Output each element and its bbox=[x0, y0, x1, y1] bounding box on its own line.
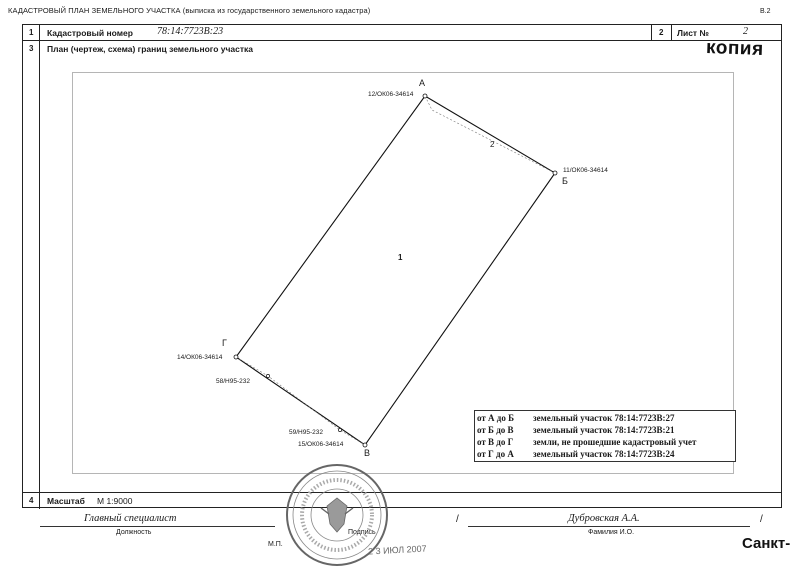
cadastral-number-label: Кадастровый номер bbox=[47, 28, 133, 38]
legend-key: от В до Г bbox=[477, 437, 514, 447]
legend-row bbox=[477, 437, 696, 447]
row-number: 3 bbox=[29, 44, 34, 53]
seal-place-label: М.П. bbox=[268, 541, 283, 548]
plan-label: План (чертеж, схема) границ земельного участка bbox=[47, 44, 254, 54]
legend-key: от А до Б bbox=[477, 413, 515, 423]
city-stamp-text: Санкт- bbox=[742, 535, 791, 552]
name-caption: Фамилия И.О. bbox=[588, 529, 635, 536]
point-marker bbox=[266, 374, 269, 377]
segment-label: 2 bbox=[490, 140, 495, 149]
row-number: 1 bbox=[29, 28, 34, 37]
sheet-row-number: 2 bbox=[659, 28, 664, 37]
point-label: 15/ОК06-34614 bbox=[298, 441, 344, 448]
scale-value: М 1:9000 bbox=[97, 496, 133, 506]
form-code: В.2 bbox=[760, 8, 771, 15]
corner-label-a: А bbox=[419, 78, 426, 88]
document-title: КАДАСТРОВЫЙ ПЛАН ЗЕМЕЛЬНОГО УЧАСТКА (выписка из государственного земельного кадастра) bbox=[8, 6, 371, 15]
legend-text: земли, не прошедшие кадастровый учет bbox=[533, 437, 697, 447]
point-label: 14/ОК06-34614 bbox=[177, 354, 223, 361]
parcel-number-label: 1 bbox=[398, 253, 403, 262]
cadastral-number-value: 78:14:7723В:23 bbox=[157, 26, 224, 37]
signature-caption: Подпись bbox=[348, 529, 376, 536]
legend-text: земельный участок 78:14:7723В:27 bbox=[533, 413, 675, 423]
name-line bbox=[468, 526, 750, 527]
point-marker bbox=[338, 428, 341, 431]
legend-key: от Г до А bbox=[477, 449, 514, 459]
separator: / bbox=[760, 514, 763, 525]
point-marker bbox=[553, 171, 557, 175]
corner-label-b: Б bbox=[562, 176, 568, 186]
position-value: Главный специалист bbox=[84, 513, 177, 524]
legend-text: земельный участок 78:14:7723В:21 bbox=[533, 425, 675, 435]
separator: / bbox=[456, 514, 459, 525]
point-marker bbox=[234, 355, 238, 359]
point-label: 11/ОК06-34614 bbox=[563, 167, 608, 174]
point-marker bbox=[363, 443, 367, 447]
legend-row bbox=[477, 425, 675, 435]
sheet-value: 2 bbox=[743, 26, 748, 37]
stamp-date: 2 3 ИЮЛ 2007 bbox=[367, 543, 427, 557]
position-line bbox=[40, 526, 275, 527]
copy-stamp: копия bbox=[705, 37, 764, 60]
legend-text: земельный участок 78:14:7723В:24 bbox=[533, 449, 675, 459]
point-label: 59/Н95-232 bbox=[289, 429, 323, 436]
legend-row bbox=[477, 449, 675, 459]
emblem-icon bbox=[327, 498, 347, 532]
official-seal bbox=[284, 462, 390, 568]
corner-label-v: В bbox=[364, 448, 371, 458]
sheet-label: Лист № bbox=[677, 28, 709, 38]
point-marker bbox=[423, 94, 427, 98]
legend-row bbox=[477, 413, 675, 423]
name-value: Дубровская А.А. bbox=[568, 513, 640, 524]
row-number: 4 bbox=[29, 496, 34, 505]
legend-key: от Б до В bbox=[477, 425, 514, 435]
point-label: 58/Н95-232 bbox=[216, 378, 250, 385]
boundary-legend bbox=[474, 410, 736, 462]
position-caption: Должность bbox=[116, 529, 152, 536]
point-label: 12/ОК06-34614 bbox=[368, 91, 414, 98]
scale-label: Масштаб bbox=[47, 496, 85, 506]
corner-label-g: Г bbox=[222, 338, 227, 348]
